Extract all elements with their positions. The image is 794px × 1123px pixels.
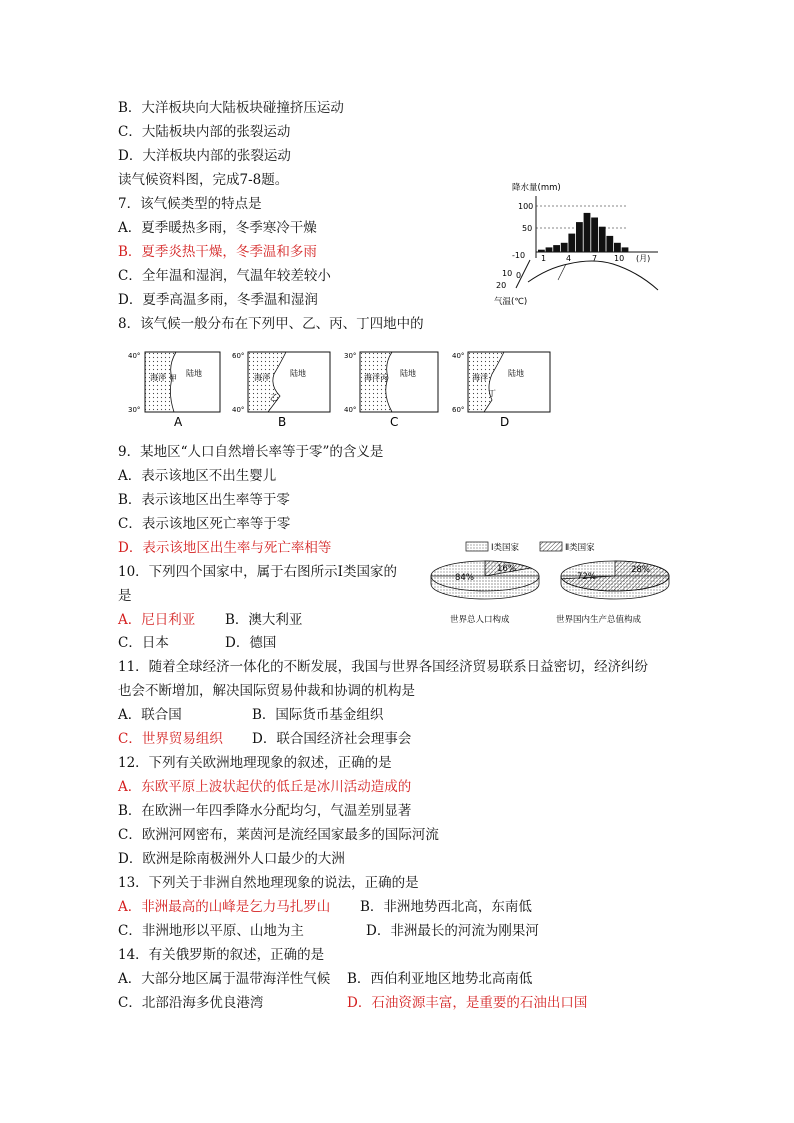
map-c-sea: 海洋 — [364, 373, 380, 382]
q12-option-c: C．欧洲河网密布，莱茵河是流经国家最多的国际河流 — [118, 827, 439, 843]
precip-bar-month-5 — [568, 234, 575, 252]
y-tick-50: 50 — [522, 224, 533, 233]
map-b-sea: 海洋 — [254, 373, 270, 382]
q11-option-a: A．联合国 — [118, 707, 182, 723]
q13-option-d: D．非洲最长的河流为刚果河 — [366, 923, 539, 939]
precip-bar-month-6 — [576, 222, 583, 252]
map-a-place: 甲 — [169, 374, 177, 383]
x-tick-1: 1 — [541, 254, 547, 263]
map-a-lat-bottom: 30° — [128, 406, 141, 414]
q14-option-d: D．石油资源丰富，是重要的石油出口国 — [347, 995, 588, 1011]
x-tick-4: 4 — [566, 254, 572, 263]
x-tick-10: 10 — [614, 254, 625, 263]
q9-option-c: C．表示该地区死亡率等于零 — [118, 516, 291, 532]
precip-bar-month-3 — [553, 245, 560, 252]
q11-stem: 11．随着全球经济一体化的不断发展，我国与世界各国经济贸易联系日益密切，经济纠纷 — [118, 659, 649, 675]
q7-option-d: D．夏季高温多雨，冬季温和湿润 — [118, 292, 318, 308]
instruction-7-8: 读气候资料图，完成7-8题。 — [118, 172, 289, 188]
q7-option-c: C．全年温和湿润，气温年较差较小 — [118, 268, 331, 284]
q10-stem: 10．下列四个国家中，属于右图所示Ⅰ类国家的 — [118, 564, 398, 580]
legend-class2-swatch — [540, 542, 562, 551]
q12-option-b: B．在欧洲一年四季降水分配均匀，气温差别显著 — [118, 803, 412, 819]
q11-stem-cont: 也会不断增加，解决国际贸易仲裁和协调的机构是 — [118, 683, 415, 699]
q13-option-a: A．非洲最高的山峰是乞力马扎罗山 — [118, 899, 331, 915]
map-a-lat-top: 40° — [128, 352, 141, 360]
map-b — [228, 348, 338, 430]
precip-bar-month-10 — [606, 236, 613, 252]
precip-bar-month-1 — [538, 250, 545, 252]
q9-option-d: D．表示该地区出生率与死亡率相等 — [118, 540, 332, 556]
q14-stem: 14．有关俄罗斯的叙述，正确的是 — [118, 947, 325, 963]
map-b-lat-bottom: 40° — [232, 406, 245, 414]
map-b-letter: B — [278, 415, 287, 429]
y-tick-10: 10 — [502, 269, 513, 278]
q10-option-c: C．日本 — [118, 635, 169, 651]
map-c-place: 丙 — [380, 374, 388, 383]
precip-bar-month-11 — [614, 243, 621, 252]
y-tick-0: 0 — [516, 271, 522, 280]
q12-stem: 12．下列有关欧洲地理现象的叙述，正确的是 — [118, 755, 392, 771]
q14-option-a: A．大部分地区属于温带海洋性气候 — [118, 971, 331, 987]
map-b-land: 陆地 — [290, 369, 306, 378]
map-c-lat-bottom: 40° — [344, 406, 357, 414]
legend-class1-label: Ⅰ类国家 — [491, 543, 520, 553]
map-c-lat-top: 30° — [344, 352, 357, 360]
legend-class1-swatch — [466, 542, 488, 551]
map-d-place: 丁 — [488, 389, 496, 398]
pie2-class1-pct: 28% — [631, 565, 650, 575]
map-d-land: 陆地 — [508, 369, 524, 378]
pie1-caption: 世界总人口构成 — [450, 615, 510, 625]
q10-option-b: B．澳大利亚 — [225, 612, 303, 628]
q12-option-d: D．欧洲是除南极洲外人口最少的大洲 — [118, 851, 345, 867]
pie2-class2-pct: 72% — [577, 572, 596, 582]
map-a-letter: A — [174, 415, 183, 429]
precip-bar-month-8 — [591, 218, 598, 253]
precip-axis-label: 降水量(mm) — [512, 183, 561, 193]
y-tick-neg10: -10 — [512, 251, 526, 260]
q7-option-b: B．夏季炎热干燥，冬季温和多雨 — [118, 244, 317, 260]
q13-option-b: B．非洲地势西北高，东南低 — [360, 899, 532, 915]
precip-bar-month-12 — [622, 247, 629, 252]
y-tick-100: 100 — [518, 202, 534, 211]
pie1-class2-pct: 16% — [497, 564, 516, 574]
q14-option-b: B．西伯利亚地区地势北高南低 — [347, 971, 533, 987]
x-tick-7: 7 — [592, 254, 598, 263]
q9-option-a: A．表示该地区不出生婴儿 — [118, 468, 277, 484]
map-d — [448, 348, 558, 430]
q11-option-b: B．国际货币基金组织 — [252, 707, 384, 723]
map-a-land: 陆地 — [186, 369, 202, 378]
q11-option-c: C．世界贸易组织 — [118, 731, 223, 747]
map-c-letter: C — [390, 415, 399, 429]
q10-stem-cont: 是 — [118, 588, 132, 604]
map-d-lat-bottom: 60° — [452, 406, 465, 414]
q6-option-d: D．大洋板块内部的张裂运动 — [118, 148, 291, 164]
q12-option-a: A．东欧平原上波状起伏的低丘是冰川活动造成的 — [118, 779, 412, 795]
map-d-letter: D — [500, 415, 510, 429]
map-d-sea: 海洋 — [472, 373, 488, 382]
pie1-class1-pct: 84% — [455, 573, 474, 583]
map-c — [340, 348, 446, 430]
y-tick-20: 20 — [496, 281, 507, 290]
precip-bar-month-9 — [599, 227, 606, 252]
x-tick-month: (月) — [636, 254, 651, 263]
q13-stem: 13．下列关于非洲自然地理现象的说法，正确的是 — [118, 875, 419, 891]
pie2-caption: 世界国内生产总值构成 — [556, 615, 642, 625]
temperature-curve — [528, 261, 658, 290]
legend-class2-label: Ⅱ类国家 — [565, 543, 595, 553]
map-c-land: 陆地 — [400, 369, 416, 378]
map-row — [128, 348, 568, 430]
q6-option-b: B．大洋板块向大陆板块碰撞挤压运动 — [118, 100, 344, 116]
map-d-lat-top: 40° — [452, 352, 465, 360]
map-b-lat-top: 60° — [232, 352, 245, 360]
precip-bars — [538, 213, 628, 252]
precip-bar-month-7 — [584, 213, 591, 252]
q6-option-c: C．大陆板块内部的张裂运动 — [118, 124, 291, 140]
q7-stem: 7．该气候类型的特点是 — [118, 196, 262, 212]
q9-stem: 9．某地区“人口自然增长率等于零”的含义是 — [118, 444, 384, 460]
q10-option-a: A．尼日利亚 — [118, 612, 196, 628]
temp-axis-label: 气温(℃) — [494, 297, 528, 307]
q10-option-d: D．德国 — [225, 635, 277, 651]
q9-option-b: B．表示该地区出生率等于零 — [118, 492, 290, 508]
map-a — [128, 348, 228, 430]
q7-option-a: A．夏季暖热多雨，冬季寒冷干燥 — [118, 220, 317, 236]
q8-stem: 8．该气候一般分布在下列甲、乙、丙、丁四地中的 — [118, 316, 424, 332]
precip-bar-month-2 — [546, 247, 553, 252]
climate-chart — [488, 180, 678, 315]
pie-charts — [428, 538, 678, 630]
map-b-place: 乙 — [270, 393, 278, 402]
q11-option-d: D．联合国经济社会理事会 — [252, 731, 412, 747]
q14-option-c: C．北部沿海多优良港湾 — [118, 995, 264, 1011]
map-a-sea: 海洋 — [150, 373, 166, 382]
precip-bar-month-4 — [561, 243, 568, 252]
q13-option-c: C．非洲地形以平原、山地为主 — [118, 923, 304, 939]
pie-group — [431, 561, 669, 599]
